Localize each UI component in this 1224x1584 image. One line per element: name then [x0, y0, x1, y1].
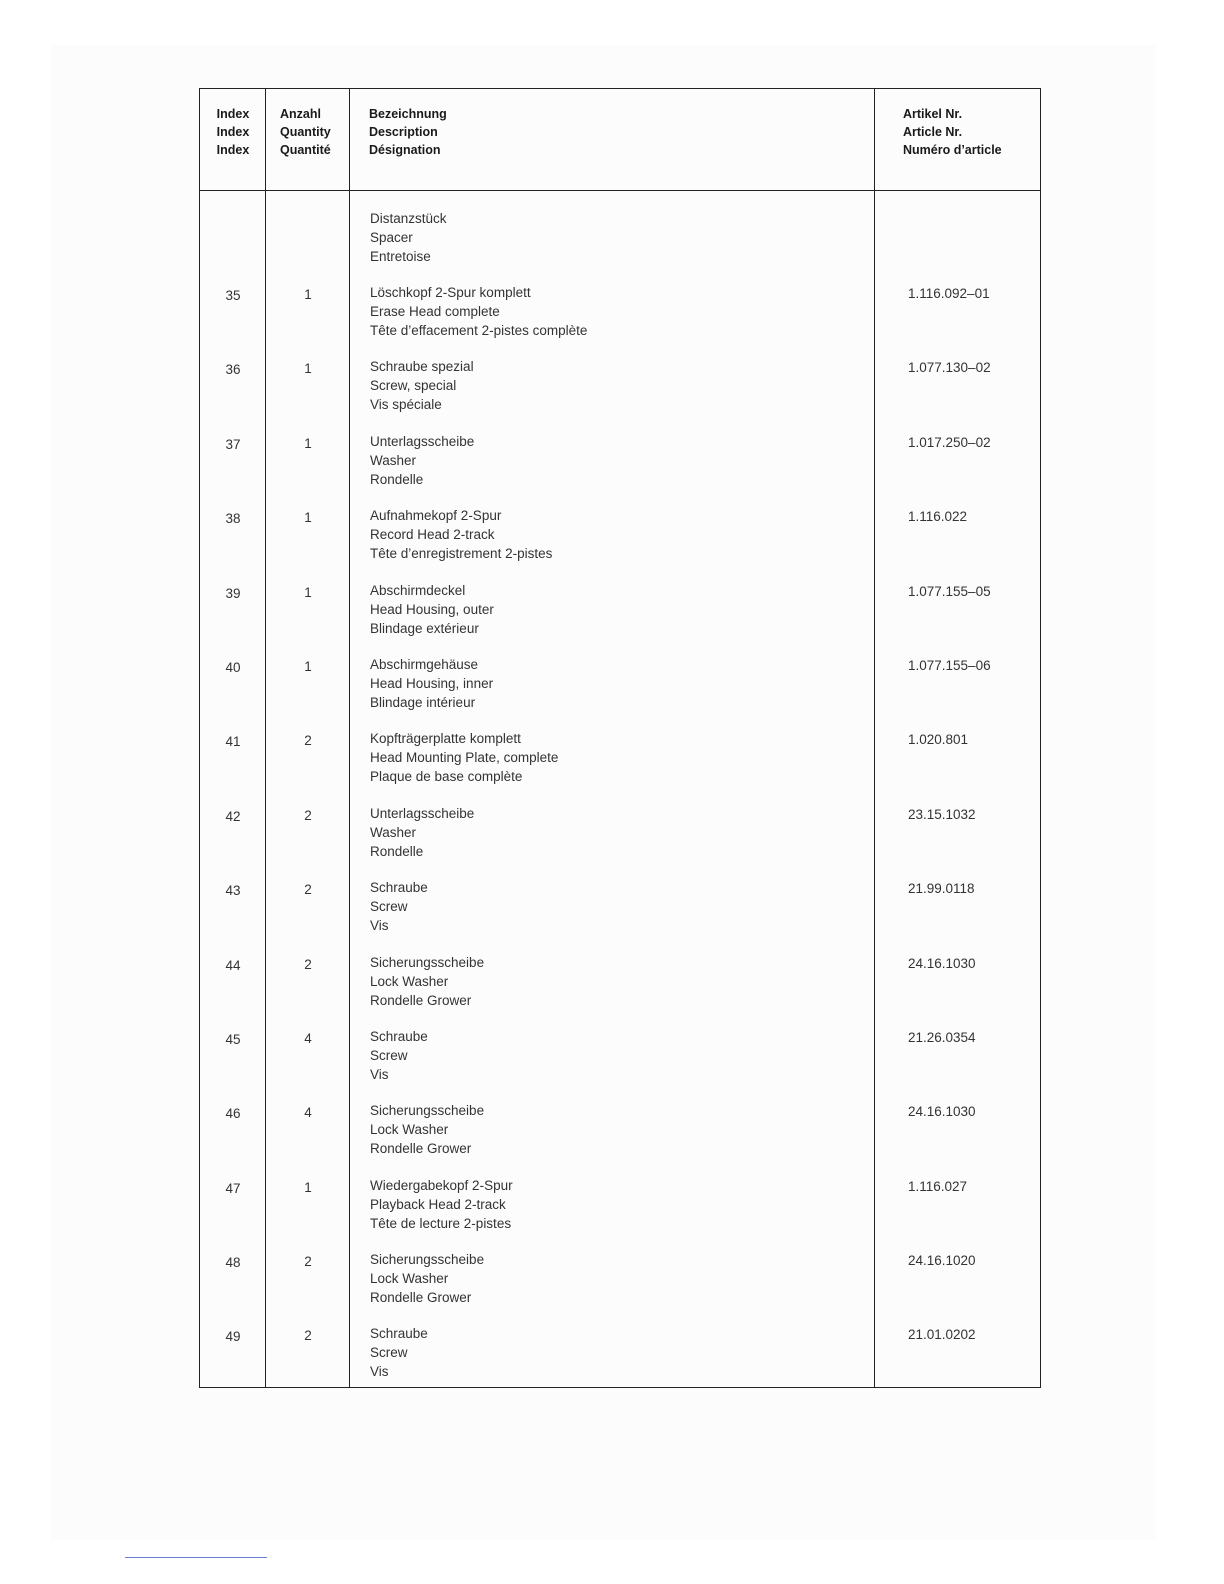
- row-article-number: 21.26.0354: [908, 1029, 976, 1045]
- description-de: Unterlagsscheibe: [370, 805, 475, 821]
- row-article-number: 1.017.250–02: [908, 434, 991, 450]
- description-fr: Entretoise: [370, 249, 431, 264]
- parts-table: [199, 88, 1041, 1388]
- description-fr: Blindage intérieur: [370, 694, 476, 710]
- description-de: Sicherungsscheibe: [370, 1103, 485, 1119]
- description-fr: Rondelle: [370, 471, 424, 487]
- header-quantity-de: Anzahl: [280, 107, 321, 121]
- row-index: 38: [225, 511, 241, 527]
- row-quantity: 4: [304, 1030, 312, 1046]
- description-en: Screw: [370, 899, 408, 915]
- header-divider: [200, 190, 1040, 191]
- row-quantity: 2: [304, 956, 312, 972]
- description-de: Schraube: [370, 880, 428, 896]
- description-en: Head Housing, inner: [370, 675, 494, 691]
- table-row: [200, 729, 1040, 803]
- row-quantity: 2: [304, 1328, 312, 1344]
- row-description: [370, 1027, 428, 1084]
- table-row: [200, 953, 1040, 1027]
- row-index: 45: [225, 1031, 241, 1047]
- row-index: 41: [225, 734, 241, 750]
- table-row: [200, 655, 1040, 729]
- description-de: Kopfträgerplatte komplett: [370, 731, 521, 747]
- table-row: [200, 432, 1040, 506]
- row-description: [370, 506, 552, 563]
- description-fr: Plaque de base complète: [370, 769, 523, 785]
- description-de: Distanzstück: [370, 211, 447, 226]
- description-de: Unterlagsscheibe: [370, 433, 475, 449]
- table-row: [200, 1176, 1040, 1250]
- row-description: [370, 1101, 484, 1158]
- table-row: [200, 1027, 1040, 1101]
- description-en: Erase Head complete: [370, 304, 500, 319]
- description-en: Washer: [370, 452, 417, 468]
- row-description: [370, 953, 484, 1010]
- row-quantity: 2: [304, 882, 312, 898]
- row-quantity: 2: [304, 733, 312, 749]
- row-article-number: 1.077.155–06: [908, 657, 991, 673]
- header-description-fr: Désignation: [369, 143, 441, 157]
- table-body: [200, 209, 1040, 1399]
- header-quantity: [280, 105, 331, 159]
- table-row: [200, 1101, 1040, 1175]
- footer-rule: [125, 1557, 267, 1558]
- header-description-en: Description: [369, 125, 438, 139]
- description-fr: Vis: [370, 1066, 389, 1082]
- table-row: [200, 804, 1040, 878]
- row-description: [370, 581, 494, 638]
- row-description: [370, 655, 493, 712]
- row-article-number: 21.99.0118: [908, 881, 975, 897]
- description-fr: Vis: [370, 1364, 389, 1380]
- row-index: 37: [225, 436, 241, 452]
- row-quantity: [266, 209, 350, 211]
- description-fr: Rondelle Grower: [370, 1141, 472, 1157]
- row-index: 43: [225, 883, 241, 899]
- row-description: [370, 1176, 513, 1233]
- row-article-number: 1.020.801: [908, 732, 969, 748]
- row-quantity: 2: [304, 807, 312, 823]
- header-index-de: Index: [216, 107, 250, 121]
- row-quantity: 1: [304, 435, 312, 451]
- header-article: [903, 105, 1002, 159]
- description-de: Löschkopf 2-Spur komplett: [370, 285, 531, 300]
- description-de: Sicherungsscheibe: [370, 1252, 485, 1268]
- row-description: [370, 878, 428, 935]
- row-article-number: 1.116.022: [908, 509, 968, 525]
- row-description: [370, 1324, 428, 1381]
- description-en: Washer: [370, 824, 417, 840]
- row-article-number: 24.16.1030: [908, 955, 976, 971]
- row-description: [370, 1250, 484, 1307]
- row-quantity: 1: [304, 584, 312, 600]
- row-description: [370, 283, 587, 340]
- table-row: [200, 506, 1040, 580]
- row-index: 49: [225, 1329, 241, 1345]
- row-description: [370, 209, 447, 266]
- row-quantity: 2: [304, 1254, 312, 1270]
- description-fr: Tête d’effacement 2-pistes complète: [370, 323, 588, 338]
- row-description: [370, 729, 558, 786]
- row-description: [370, 804, 474, 861]
- description-de: Schraube: [370, 1028, 428, 1044]
- row-quantity: 1: [304, 658, 312, 674]
- description-de: Sicherungsscheibe: [370, 954, 485, 970]
- row-article-number: 1.116.092–01: [908, 286, 990, 301]
- table-row: [200, 357, 1040, 431]
- description-de: Wiedergabekopf 2-Spur: [370, 1177, 513, 1193]
- row-index: 42: [225, 808, 241, 824]
- description-en: Lock Washer: [370, 973, 449, 989]
- header-index: [200, 105, 266, 159]
- row-index: [200, 209, 266, 212]
- table-row: [200, 581, 1040, 655]
- table-row: [200, 209, 1040, 283]
- header-description: [369, 105, 447, 159]
- description-fr: Blindage extérieur: [370, 620, 479, 636]
- row-index: 36: [225, 362, 241, 378]
- header-quantity-en: Quantity: [280, 125, 331, 139]
- row-index: 46: [225, 1106, 241, 1122]
- description-de: Abschirmgehäuse: [370, 656, 479, 672]
- row-index: 47: [225, 1180, 241, 1196]
- description-en: Spacer: [370, 230, 413, 245]
- description-de: Schraube: [370, 1326, 428, 1342]
- description-fr: Tête d’enregistrement 2-pistes: [370, 546, 553, 562]
- row-index: 35: [225, 288, 241, 303]
- row-description: [370, 432, 474, 489]
- description-en: Head Housing, outer: [370, 601, 494, 617]
- table-row: [200, 283, 1040, 357]
- row-article-number: 1.116.027: [908, 1178, 968, 1194]
- header-description-de: Bezeichnung: [369, 107, 447, 121]
- description-fr: Vis spéciale: [370, 397, 442, 413]
- header-article-de: Artikel Nr.: [903, 107, 963, 121]
- row-quantity: 1: [304, 287, 312, 302]
- table-row: [200, 878, 1040, 952]
- row-quantity: 1: [304, 1179, 312, 1195]
- row-article-number: 24.16.1020: [908, 1253, 976, 1269]
- row-article-number: 23.15.1032: [908, 806, 976, 822]
- row-article-number: 1.077.155–05: [908, 583, 991, 599]
- header-index-en: Index: [216, 125, 250, 139]
- description-fr: Vis: [370, 918, 389, 934]
- table-row: [200, 1250, 1040, 1324]
- row-article-number: 24.16.1030: [908, 1104, 976, 1120]
- description-fr: Tête de lecture 2-pistes: [370, 1215, 512, 1231]
- description-en: Head Mounting Plate, complete: [370, 750, 559, 766]
- header-article-en: Article Nr.: [903, 125, 963, 139]
- row-index: 48: [225, 1255, 241, 1271]
- table-row: [200, 1324, 1040, 1398]
- description-de: Aufnahmekopf 2-Spur: [370, 508, 502, 524]
- description-fr: Rondelle Grower: [370, 992, 472, 1008]
- header-index-fr: Index: [216, 143, 250, 157]
- description-en: Record Head 2-track: [370, 527, 495, 543]
- row-article-number: 1.077.130–02: [908, 360, 991, 376]
- row-quantity: 1: [304, 361, 312, 377]
- row-index: 40: [225, 659, 241, 675]
- row-index: 39: [225, 585, 241, 601]
- description-en: Screw: [370, 1047, 408, 1063]
- header-quantity-fr: Quantité: [280, 143, 331, 157]
- row-index: 44: [225, 957, 241, 973]
- row-quantity: 4: [304, 1105, 312, 1121]
- description-en: Lock Washer: [370, 1271, 449, 1287]
- description-fr: Rondelle Grower: [370, 1290, 472, 1306]
- description-en: Playback Head 2-track: [370, 1196, 506, 1212]
- description-en: Screw: [370, 1345, 408, 1361]
- header-article-fr: Numéro d’article: [903, 143, 1002, 157]
- description-en: Screw, special: [370, 378, 457, 394]
- row-article-number: 21.01.0202: [908, 1327, 976, 1343]
- row-quantity: 1: [304, 510, 312, 526]
- description-en: Lock Washer: [370, 1122, 449, 1138]
- row-description: [370, 357, 474, 414]
- description-de: Schraube spezial: [370, 359, 474, 375]
- description-fr: Rondelle: [370, 843, 424, 859]
- description-de: Abschirmdeckel: [370, 582, 466, 598]
